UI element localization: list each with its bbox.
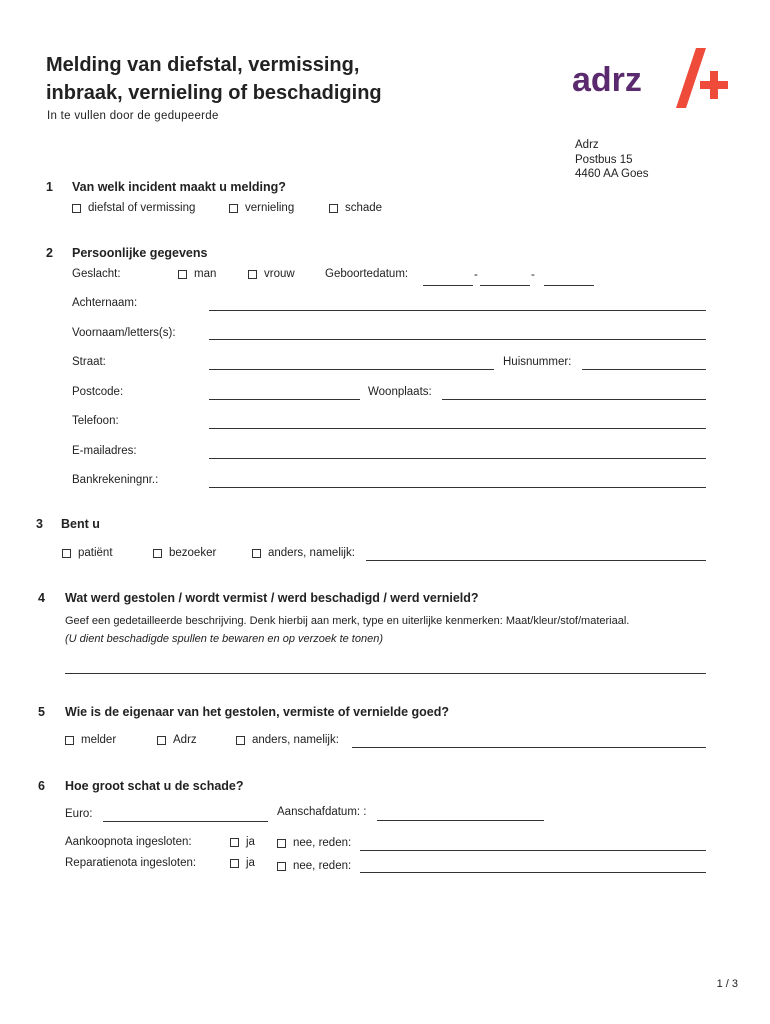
option-label: diefstal of vermissing [88,202,196,214]
option-label: bezoeker [169,547,217,559]
reparatienota-ja[interactable] [230,857,255,869]
q4-description-field[interactable] [65,673,706,674]
date-separator: - [474,269,478,281]
option-label: anders, namelijk: [252,734,339,746]
option-label: nee, reden: [293,860,352,872]
option-label: patiënt [78,547,113,559]
checkbox[interactable] [62,549,71,558]
voornaam-field[interactable] [209,339,706,340]
adrz-logo-text: adrz [572,61,642,99]
option-label: vernieling [245,202,295,214]
checkbox[interactable] [72,204,81,213]
euro-field[interactable] [103,821,268,822]
option-label: nee, reden: [293,837,352,849]
address-line: Postbus 15 [575,153,633,166]
postcode-label: Postcode: [72,386,124,398]
gender-option-man[interactable] [178,268,216,280]
achternaam-field[interactable] [209,310,706,311]
birthdate-day-field[interactable] [423,285,473,286]
checkbox[interactable] [157,736,166,745]
woonplaats-label: Woonplaats: [368,386,432,398]
aanschafdatum-label: Aanschafdatum: : [277,806,367,818]
checkbox[interactable] [230,859,239,868]
woonplaats-field[interactable] [442,399,706,400]
aanschafdatum-field[interactable] [377,820,544,821]
q3-option-anders[interactable] [252,547,355,559]
aankoopnota-label: Aankoopnota ingesloten: [65,836,192,848]
reparatienota-label: Reparatienota ingesloten: [65,857,197,869]
telefoon-label: Telefoon: [72,415,119,427]
gender-label: Geslacht: [72,268,121,280]
option-label: Adrz [173,734,197,746]
gender-option-vrouw[interactable] [248,268,295,280]
page-number: 1 / 3 [716,978,738,990]
aankoopnota-nee[interactable] [277,837,351,849]
checkbox[interactable] [277,839,286,848]
reparatienota-nee[interactable] [277,860,351,872]
checkbox[interactable] [230,838,239,847]
q3-option-bezoeker[interactable] [153,547,216,559]
achternaam-label: Achternaam: [72,297,138,309]
reparatienota-reden-field[interactable] [360,872,706,873]
q1-option-vernieling[interactable] [229,202,294,214]
title-line-1: Melding van diefstal, vermissing, [46,54,360,76]
q1-title: Van welk incident maakt u melding? [72,180,286,194]
email-field[interactable] [209,458,706,459]
form-title [46,51,382,107]
option-label: anders, namelijk: [268,547,355,559]
birthdate-label: Geboortedatum: [325,268,409,280]
birthdate-year-field[interactable] [544,285,594,286]
voornaam-label: Voornaam/letters(s): [72,327,176,339]
q5-title: Wie is de eigenaar van het gestolen, vermiste of vernielde goed? [65,705,450,719]
q5-anders-field[interactable] [352,747,706,748]
q4-title: Wat werd gestolen / wordt vermist / werd beschadigd / werd vernield? [65,591,479,605]
checkbox[interactable] [236,736,245,745]
email-label: E-mailadres: [72,445,137,457]
q1-number: 1 [46,180,53,194]
return-address [575,138,649,182]
huisnummer-field[interactable] [582,369,706,370]
q2-number: 2 [46,246,53,260]
adrz-logo [572,46,728,114]
q5-option-adrz[interactable] [157,734,197,746]
q3-anders-field[interactable] [366,560,706,561]
checkbox[interactable] [329,204,338,213]
address-line: Adrz [575,139,599,151]
q4-note: (U dient beschadigde spullen te bewaren en op verzoek te tonen) [65,633,383,645]
birthdate-month-field[interactable] [480,285,530,286]
q2-title: Persoonlijke gegevens [72,246,208,260]
q4-hint: Geef een gedetailleerde beschrijving. Denk hierbij aan merk, type en uiterlijke kenmerken: Maat/kleur/stof/materiaal. [65,615,630,627]
q6-number: 6 [38,779,45,793]
checkbox[interactable] [252,549,261,558]
checkbox[interactable] [248,270,257,279]
option-label: man [194,268,217,280]
checkbox[interactable] [229,204,238,213]
option-label: melder [81,734,117,746]
option-label: ja [246,857,255,869]
q4-number: 4 [38,591,45,605]
huisnummer-label: Huisnummer: [503,356,572,368]
bank-field[interactable] [209,487,706,488]
date-separator: - [531,269,535,281]
q1-option-schade[interactable] [329,202,382,214]
q5-number: 5 [38,705,45,719]
title-line-2: inbraak, vernieling of beschadiging [46,82,382,104]
address-line: 4460 AA Goes [575,168,649,180]
q5-option-anders[interactable] [236,734,339,746]
q3-number: 3 [36,517,43,531]
q6-title: Hoe groot schat u de schade? [65,779,244,793]
option-label: schade [345,202,383,214]
checkbox[interactable] [65,736,74,745]
form-subtitle: In te vullen door de gedupeerde [47,110,219,122]
postcode-field[interactable] [209,399,360,400]
q5-option-melder[interactable] [65,734,116,746]
checkbox[interactable] [153,549,162,558]
option-label: vrouw [264,268,295,280]
option-label: ja [246,836,255,848]
q3-option-patient[interactable] [62,547,113,559]
straat-label: Straat: [72,356,106,368]
euro-label: Euro: [65,808,93,820]
q1-option-diefstal[interactable] [72,202,195,214]
bank-label: Bankrekeningnr.: [72,474,159,486]
checkbox[interactable] [277,862,286,871]
straat-field[interactable] [209,369,494,370]
aankoopnota-reden-field[interactable] [360,850,706,851]
checkbox[interactable] [178,270,187,279]
telefoon-field[interactable] [209,428,706,429]
q3-title: Bent u [61,517,100,531]
aankoopnota-ja[interactable] [230,836,255,848]
